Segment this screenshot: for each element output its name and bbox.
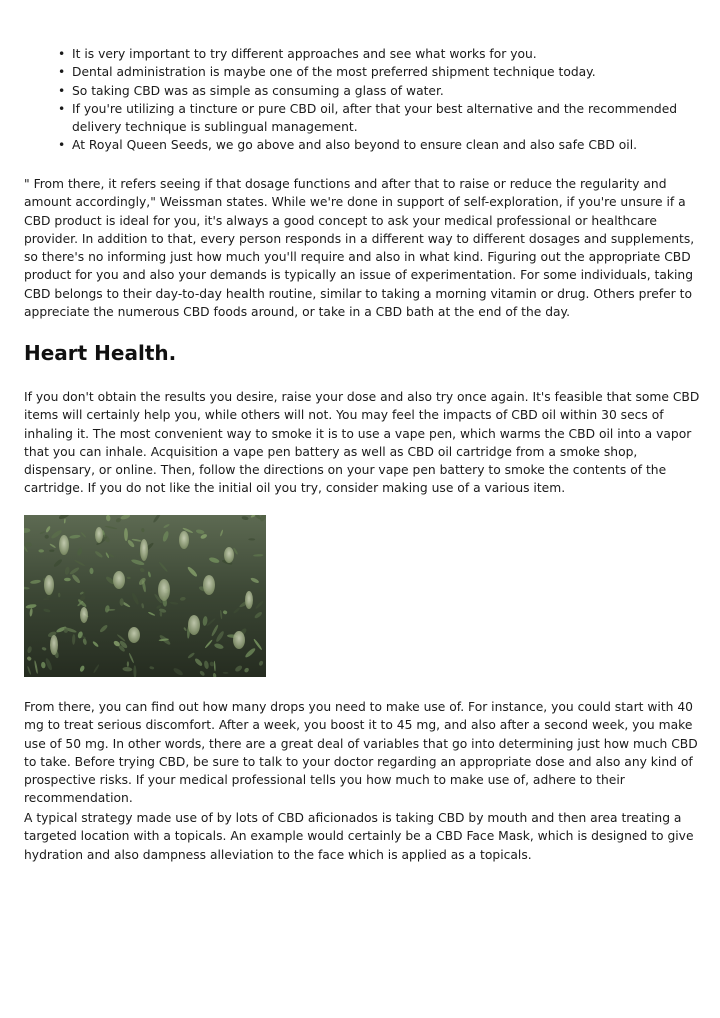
bullet-list bbox=[58, 45, 698, 155]
bullet-item: • If you're utilizing a tincture or pure CBD oil, after that your best alternative and the recommended delivery technique is sublingual management. bbox=[58, 100, 698, 137]
paragraph-dosage: " From there, it refers seeing if that dosage functions and after that to raise or reduce the regularity and amount accordingly," Weissman states. While we're done in support of self-exploration, if you're unsure if a CBD product is ideal for you, it's always a good concept to ask your medical professional or healthcare provider. In addition to that, every person responds in a different way to different dosages and supplements, so there's no informing just how much you'll require and also in what kind. Figuring out the appropriate CBD product for you and also your demands is typically an issue of experimentation. For some individuals, taking CBD belongs to their day-to-day health routine, similar to taking a morning vitamin or drug. Others prefer to appreciate the numerous CBD foods around, or take in a CBD bath at the end of the day. bbox=[24, 177, 695, 320]
paragraph-topicals: A typical strategy made use of by lots of CBD aficionados is taking CBD by mouth and then area treating a targeted location with a topicals. An example would certainly be a CBD Face Mask, which is designed to give hydration and also dampness alleviation to the face which is applied as a topicals. bbox=[24, 811, 694, 862]
cannabis-plants-photo bbox=[24, 515, 266, 677]
bullet-item: • It is very important to try different approaches and see what works for you. bbox=[58, 45, 698, 63]
bullet-item: • Dental administration is maybe one of the most preferred shipment technique today. bbox=[58, 63, 698, 81]
bullet-item: • So taking CBD was as simple as consuming a glass of water. bbox=[58, 82, 698, 100]
cannabis-plants-image bbox=[24, 515, 266, 677]
paragraph-results: If you don't obtain the results you desire, raise your dose and also try once again. It's feasible that some CBD items will certainly help you, while others will not. You may feel the impacts of CBD oil within 30 secs of inhaling it. The most convenient way to smoke it is to use a vape pen, which warms the CBD oil into a vapor that you can inhale. Acquisition a vape pen battery as well as CBD oil cartridge from a smoke shop, dispensary, or online. Then, follow the directions on your vape pen battery to smoke the contents of the cartridge. If you do not like the initial oil you try, consider making use of a various item. bbox=[24, 390, 700, 496]
section-heading: Heart Health. bbox=[24, 341, 177, 365]
bullet-item: • At Royal Queen Seeds, we go above and also beyond to ensure clean and also safe CBD oil. bbox=[58, 136, 698, 154]
paragraph-drops: From there, you can find out how many drops you need to make use of. For instance, you could start with 40 mg to treat serious discomfort. After a week, you boost it to 45 mg, and also after a second week, you make use of 50 mg. In other words, there are a great deal of variables that go into determining just how much CBD to take. Before trying CBD, be sure to talk to your doctor regarding an appropriate dose and also any kind of prospective risks. If your medical professional tells you how much to make use of, adhere to their recommendation. bbox=[24, 700, 698, 806]
